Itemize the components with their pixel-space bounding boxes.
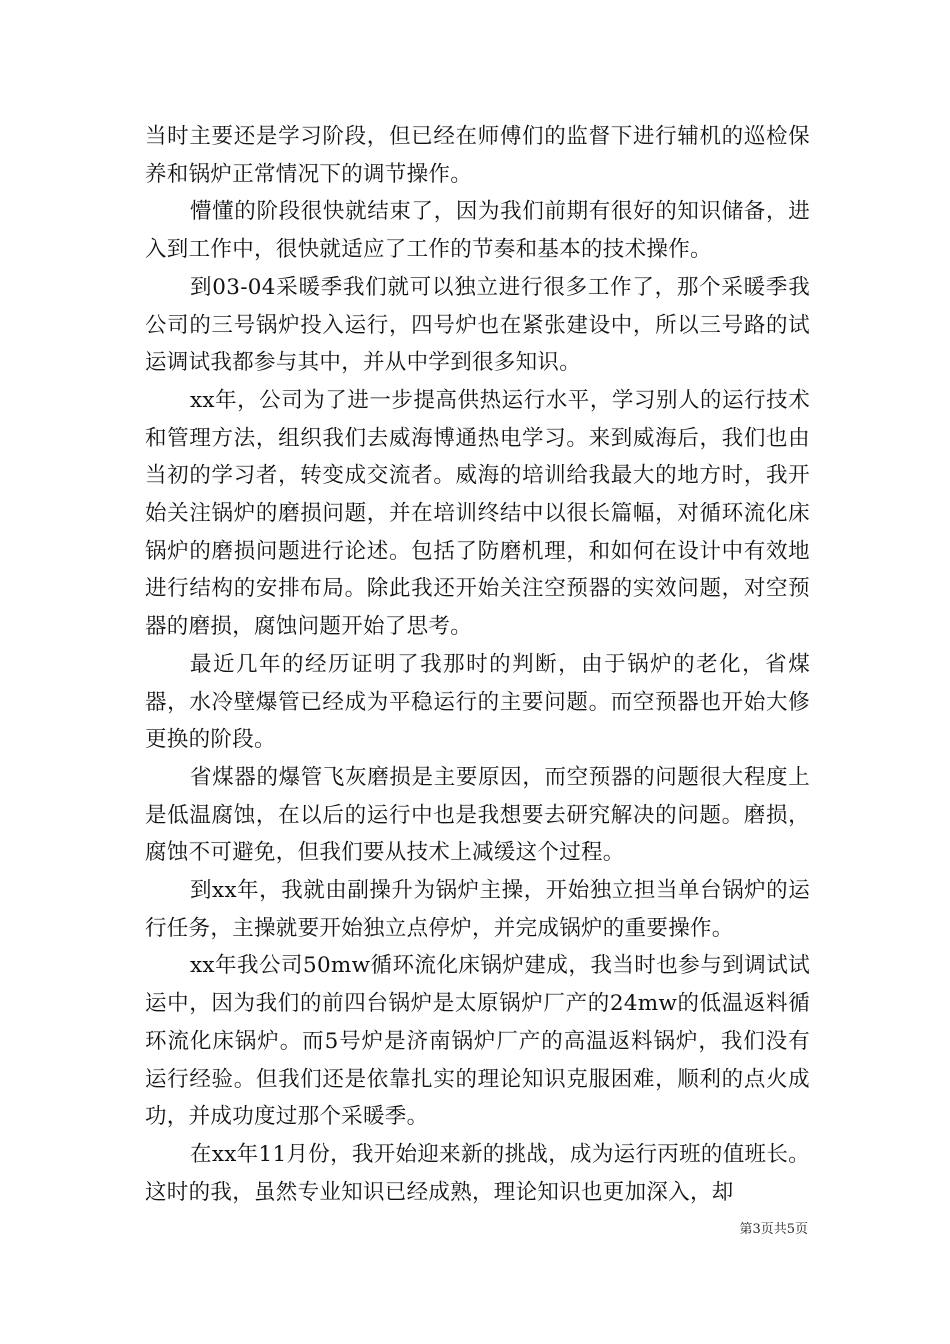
paragraph-1: 当时主要还是学习阶段，但已经在师傅们的监督下进行辅机的巡检保养和锅炉正常情况下的调节操作。 <box>145 124 810 187</box>
paragraph-9: 在xx年11月份，我开始迎来新的挑战，成为运行丙班的值班长。这时的我，虽然专业知识已经成熟，理论知识也更加深入，却 <box>145 1141 810 1205</box>
page-number-footer: 第3页共5页 <box>739 1222 808 1237</box>
paragraph-5: 最近几年的经历证明了我那时的判断，由于锅炉的老化，省煤器，水冷壁爆管已经成为平稳运行的主要问题。而空预器也开始大修更换的阶段。 <box>145 651 810 753</box>
paragraph-2: 懵懂的阶段很快就结束了，因为我们前期有很好的知识储备，进入到工作中，很快就适应了工作的节奏和基本的技术操作。 <box>145 199 810 263</box>
paragraph-4: xx年，公司为了进一步提高供热运行水平，学习别人的运行技术和管理方法，组织我们去威海博通热电学习。来到威海后，我们也由当初的学习者，转变成交流者。威海的培训给我最大的地方时，我开始关注锅炉的磨损问题，并在培训终结中以很长篇幅，对循环流化床锅炉的磨损问题进行论述。包括了防磨机理，和如何在设计中有效地进行结构的安排布局。除此我还开始关注空预器的实效问题，对空预器的磨损，腐蚀问题开始了思考。 <box>145 387 810 640</box>
document-body <box>145 118 810 1211</box>
paragraph-8: xx年我公司50mw循环流化床锅炉建成，我当时也参与到调试试运中，因为我们的前四台锅炉是太原锅炉厂产的24mw的低温返料循环流化床锅炉。而5号炉是济南锅炉厂产的高温返料锅炉，我们没有运行经验。但我们还是依靠扎实的理论知识克服困难，顺利的点火成功，并成功度过那个采暖季。 <box>145 953 810 1130</box>
paragraph-6: 省煤器的爆管飞灰磨损是主要原因，而空预器的问题很大程度上是低温腐蚀，在以后的运行中也是我想要去研究解决的问题。磨损，腐蚀不可避免，但我们要从技术上减缓这个过程。 <box>145 764 810 866</box>
paragraph-3: 到03-04采暖季我们就可以独立进行很多工作了，那个采暖季我公司的三号锅炉投入运行，四号炉也在紧张建设中，所以三号路的试运调试我都参与其中，并从中学到很多知识。 <box>145 274 810 376</box>
paragraph-7: 到xx年，我就由副操升为锅炉主操，开始独立担当单台锅炉的运行任务，主操就要开始独立点停炉，并完成锅炉的重要操作。 <box>145 878 810 941</box>
